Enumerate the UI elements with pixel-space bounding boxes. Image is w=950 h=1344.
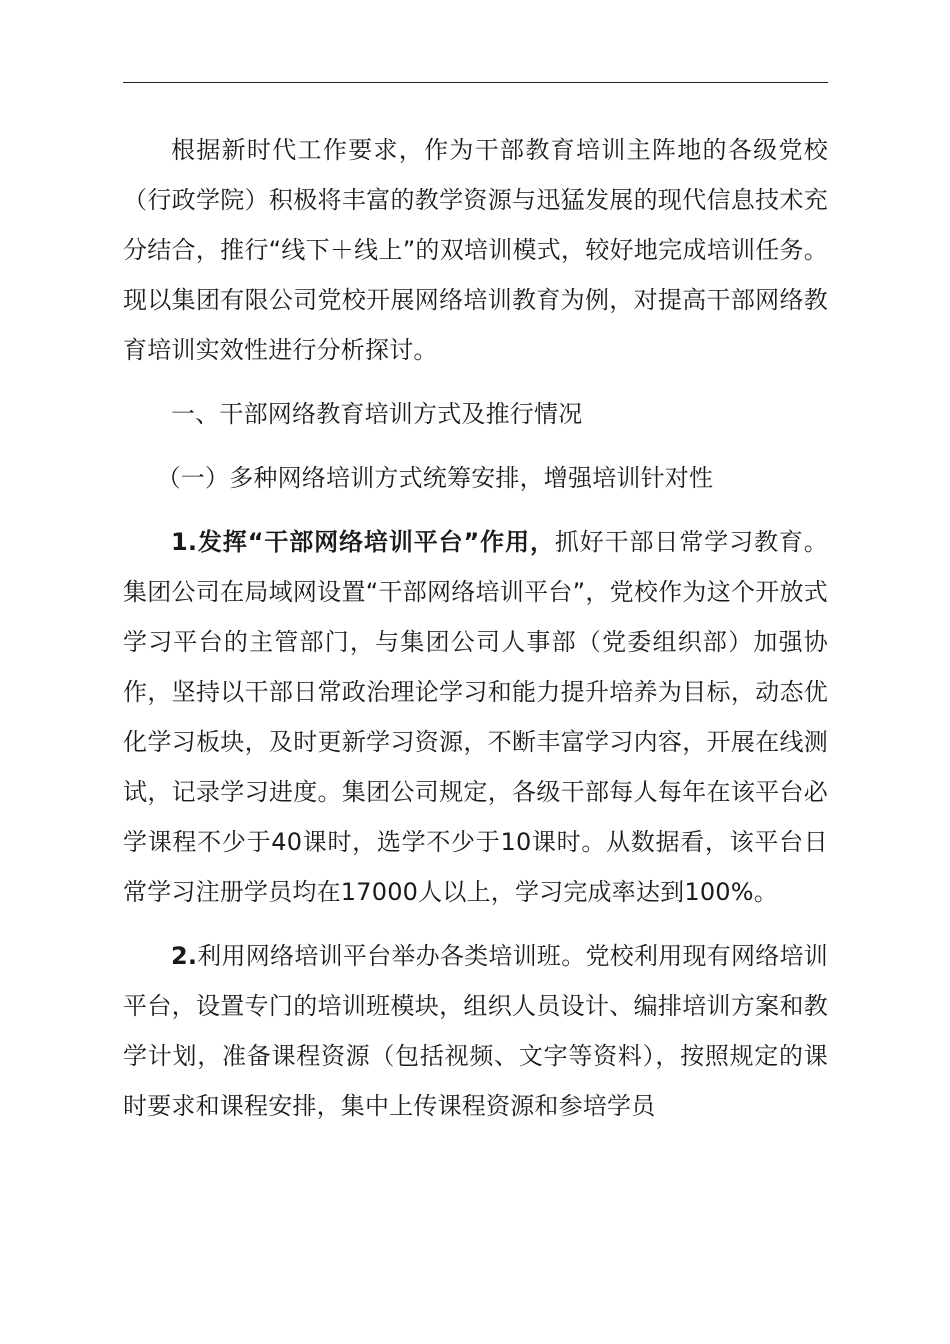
item-1-body: 抓好干部日常学习教育。集团公司在局域网设置“干部网络培训平台”，党校作为这个开放式学习平台的主管部门，与集团公司人事部（党委组织部）加强协作，坚持以干部日常政治理论学习和能力提升培养为目标，动态优化学习板块，及时更新学习资源，不断丰富学习内容，开展在线测试，记录学习进度。集团公司规定，各级干部每人每年在该平台必学课程不少于40课时，选学不少于10课时。从数据看，该平台日常学习注册学员均在17000人以上，学习完成率达到100%。 xyxy=(123,528,828,906)
item-2-body: 利用网络培训平台举办各类培训班。党校利用现有网络培训平台，设置专门的培训班模块，组织人员设计、编排培训方案和教学计划，准备课程资源（包括视频、文字等资料），按照规定的课时要求和课程安排，集中上传课程资源和参培学员 xyxy=(123,942,828,1120)
document-body xyxy=(123,125,828,1131)
header-rule xyxy=(123,82,828,83)
item-1-paragraph xyxy=(123,517,828,917)
item-2-paragraph xyxy=(123,931,828,1131)
intro-paragraph: 根据新时代工作要求，作为干部教育培训主阵地的各级党校（行政学院）积极将丰富的教学资源与迅猛发展的现代信息技术充分结合，推行“线下＋线上”的双培训模式，较好地完成培训任务。现以集团有限公司党校开展网络培训教育为例，对提高干部网络教育培训实效性进行分析探讨。 xyxy=(123,136,828,364)
subsection-heading: （一）多种网络培训方式统筹安排，增强培训针对性 xyxy=(156,464,714,492)
item-1-lead: 1.发挥“干部网络培训平台”作用， xyxy=(171,528,555,556)
item-2-lead: 2. xyxy=(171,942,198,970)
section-heading: 一、干部网络教育培训方式及推行情况 xyxy=(171,400,583,428)
